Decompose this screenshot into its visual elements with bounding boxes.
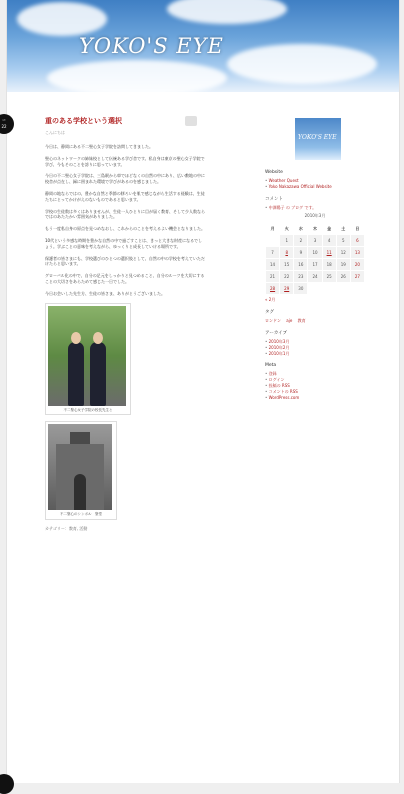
calendar-cell: 2 [294, 235, 308, 247]
calendar-cell: 1 [280, 235, 294, 247]
post-date-badge [0, 774, 14, 794]
photo-school-principal[interactable] [45, 303, 131, 416]
calendar-cell: 3 [308, 235, 322, 247]
archive-item[interactable]: • 2010年1月 [265, 351, 373, 357]
calendar-cell: 24 [308, 271, 322, 283]
tag-link[interactable]: ロンドン [265, 318, 281, 323]
tag-link[interactable]: aje [286, 318, 293, 323]
date-badge-day: 22 [1, 124, 7, 129]
post-greeting: こんにちは [45, 130, 65, 135]
calendar-cell: 7 [266, 247, 280, 259]
recent-item[interactable]: • 中澤陽子 の ブログ です。 [265, 205, 373, 211]
calendar-day-header: 水 [298, 225, 303, 231]
calendar-cell: 30 [294, 283, 308, 295]
calendar-cell [322, 283, 336, 295]
post-title[interactable]: 重のある学校という選択 [45, 117, 122, 125]
sidebar-logo[interactable] [295, 118, 341, 160]
calendar-cell: 4 [322, 235, 336, 247]
calendar-day-header: 火 [284, 225, 289, 231]
calendar-cell: 19 [336, 259, 350, 271]
post-paragraph: 今日の不二聖心女子学院は、三島駅から車でほどなくの自然の中にあり、広い敷地の中に校舎が点在し、緑に囲まれた環境で学びがあるのを感じました。 [45, 173, 205, 185]
cloud-decoration [17, 2, 107, 36]
calendar-day-header: 土 [341, 225, 346, 231]
calendar-day-header: 金 [327, 225, 332, 231]
cloud-decoration [227, 44, 377, 84]
calendar-cell[interactable]: 28 [266, 283, 280, 295]
meta-heading: Meta [265, 363, 277, 368]
recent-list [265, 205, 373, 211]
calendar-cell: 12 [336, 247, 350, 259]
calendar-cell: 5 [336, 235, 350, 247]
cloud-decoration [47, 60, 227, 92]
photo-image[interactable] [48, 424, 112, 510]
calendar-cell: 14 [266, 259, 280, 271]
post-paragraph: 学校の生徒数は多くはありませんが、生徒一人ひとりに目が届く教育、そして少人数ならではのあたたかい雰囲気がありました。 [45, 208, 205, 220]
calendar-cell: 22 [280, 271, 294, 283]
link-official-website[interactable]: • Yoko Nakazawa Official Website [265, 184, 373, 190]
calendar-cell: 26 [336, 271, 350, 283]
site-header-banner[interactable] [7, 0, 399, 92]
calendar-prev-month[interactable]: « 2月 [265, 297, 276, 302]
tags-heading: タグ [265, 310, 274, 315]
calendar-cell: 16 [294, 259, 308, 271]
date-badge-month: ᵘᵉ [2, 118, 6, 123]
link-weather-quest[interactable]: • Weather Quest [265, 178, 373, 184]
calendar-cell [336, 283, 350, 295]
archive-item[interactable]: • 2010年2月 [265, 345, 373, 351]
post-paragraph: もう一度私自身の原点を見つめなおし、これからのことを考えるよい機会となりました。 [45, 226, 205, 232]
sidebar [265, 118, 373, 401]
page-container [6, 0, 400, 783]
post-categories[interactable]: カテゴリー：教育, 活動 [45, 525, 88, 531]
meta-wordpress-link[interactable]: • WordPress.com [265, 395, 373, 401]
tag-link[interactable]: 教育 [297, 318, 306, 323]
comment-bubble-icon[interactable] [185, 116, 197, 126]
photo-chapel[interactable] [45, 421, 117, 520]
calendar-cell: 10 [308, 247, 322, 259]
post-paragraph: 保護者の皆さまにも、学校選びのひとつの選択肢として、自然の中の学校を考えていただけたらと思います。 [45, 255, 205, 267]
calendar-cell: 21 [266, 271, 280, 283]
post-paragraph: グローバル化の中で、自分の足元をしっかりと見つめること、自分のルーツを大切にすることの大切さをあらためて感じた一日でした。 [45, 273, 205, 284]
tag-cloud [265, 318, 373, 324]
calendar-cell: 13 [350, 247, 364, 259]
calendar-cell[interactable]: 29 [280, 283, 294, 295]
post-paragraph: 聖心のネットワークの姉妹校として伝統ある学び舎です。私自身は東京の聖心女子学院で学び、今もそのことを誇りに思っています。 [45, 155, 205, 167]
calendar-cell: 25 [322, 271, 336, 283]
calendar-day-header: 月 [270, 225, 275, 231]
calendar-cell [308, 283, 322, 295]
calendar-cell: 17 [308, 259, 322, 271]
sidebar-logo-text: YOKO'S EYE [298, 134, 337, 141]
calendar-cell: 20 [350, 259, 364, 271]
links-list [265, 178, 373, 190]
blog-post [45, 116, 205, 532]
calendar-cell[interactable]: 8 [280, 247, 294, 259]
post-paragraph: 静岡の地ならではの、豊かな自然と季節の移ろいを肌で感じながら生活する経験は、生徒たちにとってかけがえのないものであると思います。 [45, 190, 205, 202]
calendar-cell [350, 283, 364, 295]
archive-heading: アーカイブ [265, 331, 288, 336]
meta-login-link[interactable]: • ログイン [265, 377, 373, 383]
meta-comments-rss-link[interactable]: • コメントの RSS [265, 389, 373, 395]
calendar-caption: 2010年3月 [304, 213, 326, 218]
cloud-decoration [167, 0, 287, 24]
meta-list [265, 371, 373, 401]
meta-register-link[interactable]: • 登録 [265, 371, 373, 377]
photo-caption: 不二聖心女子学院の校長先生と [63, 407, 113, 412]
post-paragraph: 今日は、静岡にある不二聖心女子学院を訪問してきました。 [45, 144, 153, 149]
links-heading: Website [265, 170, 283, 175]
calendar-cell[interactable]: 11 [322, 247, 336, 259]
calendar-cell: 27 [350, 271, 364, 283]
calendar-day-header: 木 [312, 225, 317, 231]
site-title[interactable]: YOKO'S EYE [79, 34, 224, 58]
post-paragraph: 10代という多感な時期を豊かな自然の中で過ごすことは、きっと大きな財産になるでしょう。学ぶことの意味を考えながら、ゆっくりと成長していける場所です。 [45, 237, 203, 249]
calendar-cell: 6 [350, 235, 364, 247]
calendar-day-header: 日 [355, 225, 360, 231]
recent-heading: コメント [265, 197, 283, 202]
archive-item[interactable]: • 2010年3月 [265, 339, 373, 345]
post-paragraph: 今日お会いした先生方、生徒の皆さま、ありがとうございました。 [45, 290, 165, 296]
photo-image[interactable] [48, 306, 126, 406]
archive-list [265, 339, 373, 357]
calendar-cell: 15 [280, 259, 294, 271]
meta-posts-rss-link[interactable]: • 投稿の RSS [265, 383, 373, 389]
calendar [265, 213, 365, 295]
calendar-cell: 23 [294, 271, 308, 283]
calendar-cell: 9 [294, 247, 308, 259]
calendar-cell: 18 [322, 259, 336, 271]
calendar-cell [266, 235, 280, 247]
photo-caption: 不二聖心のシンボル 聖堂 [60, 512, 102, 517]
